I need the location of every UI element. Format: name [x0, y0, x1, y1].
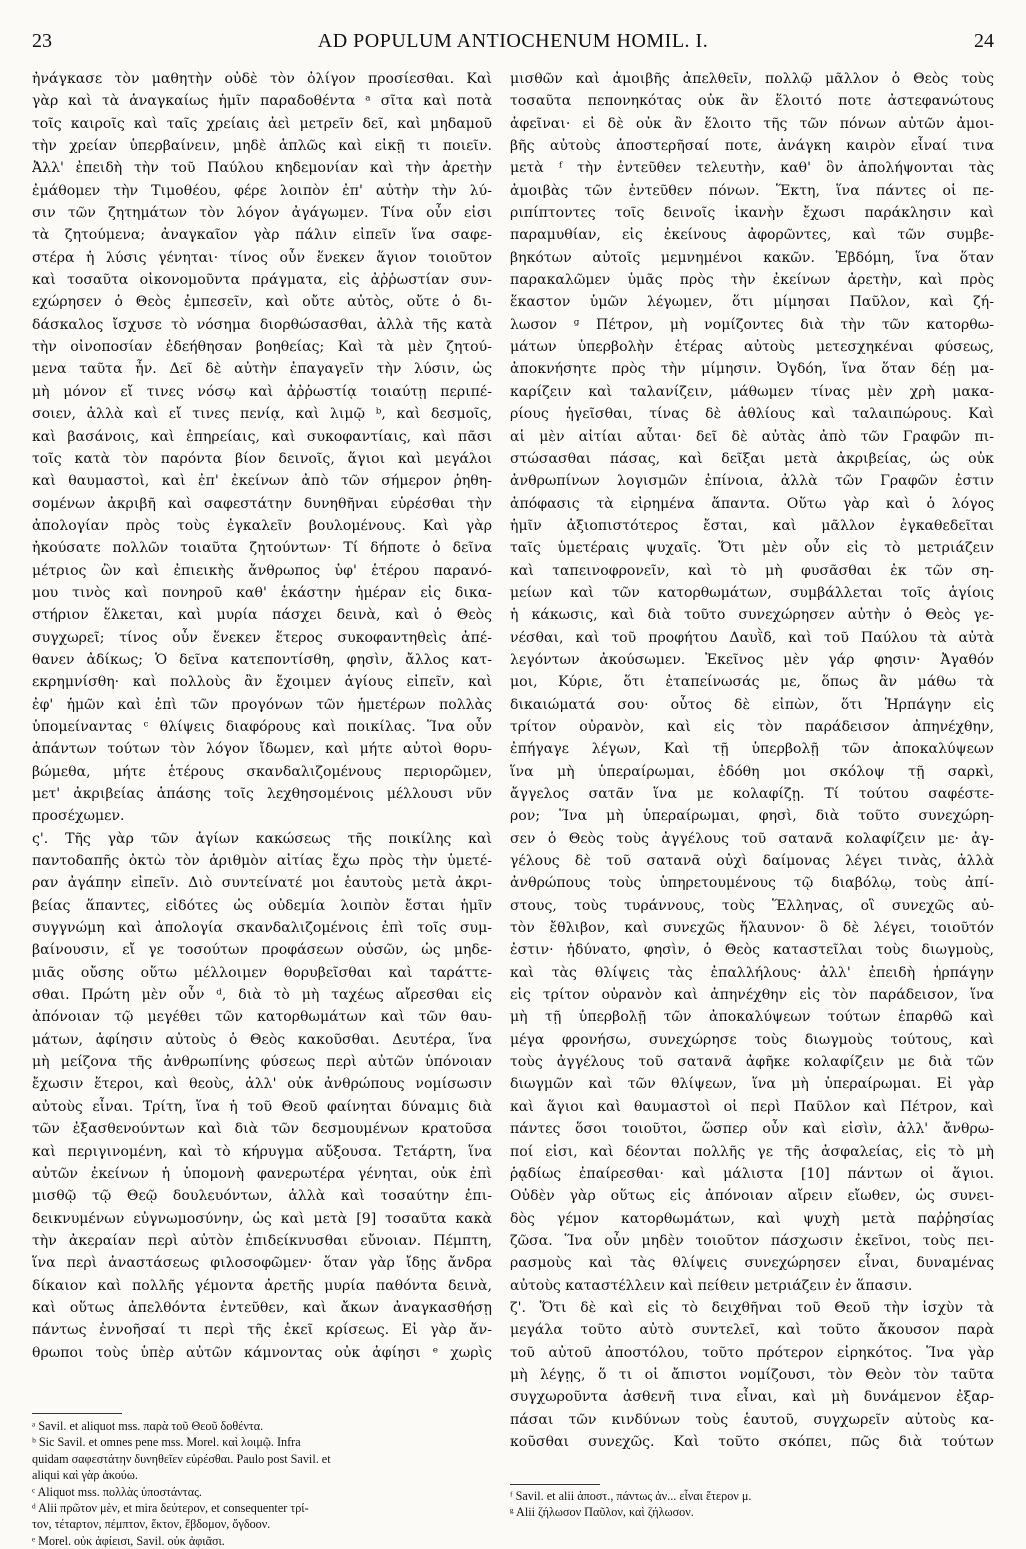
- text-line: μοι, Κύριε, ὅτι ἐταπείνωσάς με, ὅπως ἂν μάθω τὰ: [510, 674, 994, 691]
- text-line: παρακαλῶμεν ὑμᾶς πρὸς τὴν ἐκείνων ἀρετὴν, καὶ πρὸς: [510, 272, 994, 289]
- text-line: πάσαι τῶν κινδύνων τοὺς ἑαυτοῦ, συγχωρεῖν αὐτοὺς κα-: [510, 1411, 994, 1428]
- footnote-line: quidam σαφεστάτην δυνηθεῖεν εὑρέσθαι. Paulo post Savil. et: [32, 1451, 331, 1466]
- text-line: μενα ταῦτα ἦν. Δεῖ δὲ αὐτὴν ἐπαγαγεῖν τὴν λύσιν, ὡς: [32, 361, 492, 378]
- text-line: ἐμάθομεν τὴν Τιμοθέου, φέρε λοιπὸν ἐπ' αὐτὴν τὴν λύ-: [32, 182, 492, 199]
- text-line: καρίζειν καὶ ταλανίζειν, μάθωμεν τίνας μὲν χρὴ μακα-: [510, 383, 994, 400]
- page-number-right: 24: [974, 30, 994, 52]
- text-line: μὴ τῇ ὑπερβολῇ τῶν ἀποκαλύψεων τούτων ἐπαρθῶ καὶ: [510, 1009, 994, 1026]
- text-line: ἀνθρωπίνων λογισμῶν ἐπίνοια, ἀλλὰ τῶν Γραφῶν ἐστιν: [510, 473, 994, 490]
- text-line: δεικνυμένων εὐγνωμοσύνην, ὡς καὶ μετὰ [9] τοσαῦτα κακὰ: [32, 1210, 492, 1227]
- footnote-line: ᵇ Sic Savil. et omnes pene mss. Morel. καὶ λοιμῷ. Infra: [32, 1435, 301, 1450]
- text-line: καὶ ταπεινοφρονεῖν, καὶ τὸ μὴ φυσᾶσθαι ἐκ τῶν ση-: [510, 562, 994, 579]
- text-line: ἀπολογίαν πρὸς τοὺς ἐγκαλεῖν βουλομένους. Καὶ γὰρ: [32, 517, 492, 534]
- text-line: καὶ τοσαῦτα οἰκονομοῦντα πράγματα, εἰς ἀῤῥωστίαν συν-: [32, 272, 492, 289]
- text-line: τοῖς καιροῖς καὶ ταῖς χρείαις ἀεὶ μετρεῖν δεῖ, καὶ μηδαμοῦ: [32, 115, 492, 132]
- footnote-line: τον, τέταρτον, πέμπτον, ἕκτον, ἕβδομον, ὄγδοον.: [32, 1517, 271, 1532]
- text-line: τὸν ἔθλιβον, καὶ συνεχῶς ἤλαυνον· ὃ δὲ λέγει, τοιοῦτόν: [510, 920, 994, 937]
- text-line: τοῦ αὐτοῦ ἀποστόλου, τοῦτο πρότερον εἰρηκότος. Ἵνα γὰρ: [510, 1344, 994, 1361]
- text-line: λωσον ᵍ Πέτρον, μὴ νομίζοντες διὰ τὴν τῶν κατορθω-: [510, 316, 994, 333]
- text-line: μισθῷ τῷ Θεῷ δουλευόντων, ἀλλὰ καὶ τοσαύτην ἐπι-: [32, 1188, 492, 1205]
- text-line: σιν τῶν ζητημάτων τὸν λόγον ἀγάγωμεν. Τίνα οὖν εἰσι: [32, 205, 492, 222]
- text-line: ς'. Τῆς γὰρ τῶν ἁγίων κακώσεως τῆς ποικίλης καὶ: [32, 830, 492, 847]
- text-line: μετ' ἀκριβείας ἁπάσης τοῖς λεχθησομένοις μέλλουσι νῦν: [32, 786, 492, 802]
- text-line: μὴ μείζονα τῆς ἀνθρωπίνης φύσεως περὶ αὐτῶν ὑπόνοιαν: [32, 1054, 492, 1071]
- footnote-rule-right: [510, 1484, 600, 1485]
- text-line: δίκαιον καὶ πολλῆς γέμοντα ἀρετῆς μυρία παθόντα δεινὰ,: [32, 1277, 492, 1294]
- text-line: στους, τοὺς τυράννους, τοὺς Ἕλληνας, οἳ συνεχῶς αὐ-: [510, 897, 994, 914]
- text-line: βαίνουσιν, εἴ γε τοσούτων προφάσεων οὐσῶν, ὡς μηδε-: [32, 942, 492, 959]
- text-line: συγγνώμη καὶ ἀπολογία σκανδαλιζομένοις ἐπὶ τοῖς συμ-: [32, 920, 492, 937]
- text-line: εκρημνίσθη· καὶ πολλοὺς ἂν ἔχοιμεν ἁγίους εἰπεῖν, καὶ: [32, 674, 492, 691]
- text-line: ἡ κάκωσις, καὶ διὰ τοῦτο συνεχώρησεν αὐτὴν ὁ Θεὸς γε-: [510, 607, 994, 624]
- text-line: γὰρ καὶ τὰ ἀναγκαίως ἡμῖν παραδοθέντα ᵃ σῖτα καὶ ποτὰ: [32, 93, 492, 110]
- text-line: αὐτῶν ἐκείνων ἡ ὑπομονὴ φανερωτέρα γένηται, οὐκ ἐπὶ: [32, 1165, 492, 1182]
- page-number-left: 23: [32, 30, 52, 52]
- text-line: ἐφ' ἡμῶν καὶ ἐπὶ τῶν προγόνων τῶν ἡμετέρων πολλὰς: [32, 696, 492, 713]
- text-line: ἐπήγαγε λέγων, Καὶ τῇ ὑπερβολῇ τῶν ἀποκαλύψεων: [510, 741, 994, 758]
- text-line: δικαιώματά σου· οὗτος δὲ εἰπὼν, ὅτι Ἡρπάγην εἰς: [510, 696, 994, 713]
- text-line: ρασμοὺς καὶ τὰς θλίψεις συνεχώρησεν εἶναι, δυναμένας: [510, 1255, 994, 1272]
- text-line: ἵνα μὴ ὑπεραίρωμαι, ἐδόθη μοι σκόλοψ τῇ σαρκὶ,: [510, 763, 994, 780]
- footnote-line: ᶠ Savil. et alii ἀποστ., πάντως ἀν... εἶναι ἕτερον μ.: [510, 1489, 752, 1503]
- text-line: σομένων ἀκριβῆ καὶ σαφεστάτην δυνηθῆναι εὑρέσθαι τὴν: [32, 495, 492, 512]
- text-line: καὶ ἅγιοι καὶ θαυμαστοὶ οἱ περὶ Παῦλον καὶ Πέτρον, καὶ: [510, 1098, 994, 1115]
- text-line: μείων καὶ τῶν κατορθωμάτων, συμβάλλεται τοῖς ἁγίοις: [510, 584, 994, 601]
- text-line: ῥᾳδίως ἐπαίρεσθαι· καὶ μάλιστα [10] πάντων οἱ ἅγιοι.: [510, 1165, 994, 1182]
- text-line: παντοδαπῆς ὀκτὼ τὸν ἀριθμὸν αἰτίας ἔχω πρὸς τὴν ὑμετέ-: [32, 853, 492, 870]
- text-line: τοσαῦτα πεπονηκότας οὐκ ἂν ἕλοιτό ποτε ἀστεφανώτους: [510, 93, 994, 110]
- text-line: πάντες ὅσοι τοιοῦτοι, ὥσπερ οὖν καὶ εἰσὶν, ἀλλ' ἄνθρω-: [510, 1121, 994, 1138]
- text-line: βώμεθα, μήτε ἑτέρους σκανδαλιζομένους περιορῶμεν,: [32, 763, 492, 780]
- text-line: βηκότων αὐτοῖς μεμνημένοι κακῶν. Ἑβδόμη, ἵνα ὅταν: [510, 249, 994, 266]
- text-line: τῶν ἐξασθενούντων καὶ διὰ τῶν δεσμουμένων κρατοῦσα: [32, 1121, 492, 1138]
- text-line: ζῶσα. Ἵνα οὖν μηδὲν τοιοῦτον πάσχωσιν ἐκεῖνοι, τοὺς πει-: [510, 1232, 994, 1249]
- text-line: τὴν ἀκεραίαν περὶ αὐτὸν ἐπιδείκνυσθαι εὔνοιαν. Πέμπτη,: [32, 1232, 492, 1249]
- text-line: νέσθαι, καὶ τοῦ προφήτου Δαυῒδ, καὶ τοῦ Παύλου τὰ αὐτὰ: [510, 629, 994, 646]
- footnote-line: ᵃ Savil. et aliquot mss. παρὰ τοῦ Θεοῦ δοθέντα.: [32, 1419, 264, 1433]
- text-line: μετὰ ᶠ τὴν ἐντεῦθεν τελευτὴν, καθ' ὃν ἀπολήψονται τὰς: [510, 160, 994, 177]
- text-line: βῆς αὐτοὺς ἀποστερῆσαί ποτε, ἀνάγκη καιρὸν εἶναί τινα: [510, 138, 994, 155]
- text-line: ριπίπτοντες τοῖς δεινοῖς ἱκανὴν ἔχωσι παράκλησιν καὶ: [510, 205, 994, 222]
- text-line: ἠνάγκασε τὸν μαθητὴν οὐδὲ τὸν ὀλίγον προσίεσθαι. Καὶ: [32, 71, 492, 87]
- text-line: σοιεν, ἀλλὰ καὶ εἴ τινες πενίᾳ, καὶ λιμῷ ᵇ, καὶ δεσμοῖς,: [32, 406, 492, 423]
- footnote-line: aliqui καὶ γὰρ ἀκούω.: [32, 1468, 138, 1483]
- text-line: στώσασθαι πάσας, καὶ δεῖξαι μετὰ ἀκριβείας, ὡς οὐκ: [510, 450, 994, 467]
- text-line: μιᾶς οὔσης οὕτω μέλλοιμεν θορυβεῖσθαι καὶ ταράττε-: [32, 964, 492, 981]
- text-line: δὸς γέμον κατορθωμάτων, καὶ ψυχὴ μετὰ παῤῥησίας: [510, 1210, 994, 1227]
- text-line: ἀμοιβὰς τῶν ἐντεῦθεν πόνων. Ἕκτη, ἵνα πάντες οἱ πε-: [510, 182, 994, 199]
- text-line: καὶ περιγινομένη, καὶ τὸ κήρυγμα αὔξουσα. Τετάρτη, ἵνα: [32, 1143, 492, 1160]
- text-line: προσέχωμεν.: [32, 808, 125, 825]
- left-text-column: [32, 68, 492, 1364]
- text-line: μέγα φρονήσω, συνεχώρησε τοὺς διωγμοὺς τούτους, καὶ: [510, 1031, 994, 1048]
- text-line: ἁπάντων τούτων τὸν λόγον ἴδωμεν, καὶ μήτε αὐτοὶ θορυ-: [32, 741, 492, 758]
- text-line: εἰς τρίτον οὐρανὸν καὶ ἀπηνέχθην εἰς τὸν παράδεισον, ἵνα: [510, 987, 994, 1004]
- text-line: τὰ ζητούμενα; ἀναγκαῖον γὰρ πάλιν εἰπεῖν ἵνα σαφε-: [32, 227, 492, 244]
- text-line: ὑπομείναντας ᶜ θλίψεις διαφόρους καὶ ποικίλας. Ἵνα οὖν: [32, 718, 492, 735]
- text-line: ρίους ἡγεῖσθαι, τίνας δὲ ἀθλίους καὶ ταλαιπώρους. Καὶ: [510, 406, 994, 423]
- text-line: μὴ λέγῃς, ὅ τι οἱ ἄπιστοι νομίζουσι, τὸν Θεὸν τὸν ταῦτα: [510, 1366, 994, 1383]
- text-line: ἠκούσατε πολλῶν τοιαῦτα ζητούντων· Τί δήποτε ὁ δεῖνα: [32, 540, 492, 557]
- footnote-line: ᵍ Alii ζήλωσον Παῦλον, καὶ ζήλωσον.: [510, 1505, 694, 1520]
- text-line: καὶ βασάνοις, καὶ ἐπηρείαις, καὶ συκοφαντίαις, καὶ πᾶσι: [32, 428, 492, 445]
- text-line: μέτριος ὢν καὶ ἐπιεικὴς ἄνθρωπος ὑφ' ἑτέρου παρανό-: [32, 562, 492, 579]
- text-line: μὴ μόνον εἴ τινες νόσῳ καὶ ἀῤῥωστίᾳ τοιαύτῃ περιπέ-: [32, 383, 492, 400]
- running-title: AD POPULUM ANTIOCHENUM HOMIL. I.: [317, 30, 709, 52]
- footnote-rule-left: [32, 1413, 122, 1414]
- text-line: διωγμῶν καὶ τῶν θλίψεων, ἵνα μὴ ὑπεραίρωμαι. Εἰ γὰρ: [510, 1076, 994, 1093]
- text-line: αὐτοὺς καταστέλλειν καὶ πείθειν μετριάζειν ἐν ἅπασιν.: [510, 1277, 913, 1294]
- text-line: Οὐδὲν γὰρ οὕτως εἰς ἀπόνοιαν αἴρειν εἴωθεν, ὡς συνει-: [510, 1188, 994, 1205]
- text-line: ἐστιν· ἠδύνατο, φησὶν, ὁ Θεὸς καταστεῖλαι τοὺς διωγμοὺς,: [510, 942, 994, 959]
- text-line: κοῦσθαι συνεχῶς. Καὶ τοῦτο σκόπει, πῶς διὰ τούτων: [510, 1433, 994, 1450]
- footnote-line: ᵉ Morel. οὐκ ἀφίεισι, Savil. οὐκ ἀφιᾶσι.: [32, 1533, 225, 1548]
- text-line: στήριον ἕλκεται, καὶ μυρία πάσχει δεινὰ, καὶ ὁ Θεὸς: [32, 607, 492, 624]
- text-line: τοὺς ἀγγέλους τοῦ σατανᾶ ἀφῆκε κολαφίζειν με διὰ τῶν: [510, 1054, 994, 1071]
- text-line: μεγάλα τοῦτο αὐτὸ συντελεῖ, καὶ τοῦτο ἄκουσον παρὰ: [510, 1322, 994, 1339]
- text-line: ἀνθρώπους τοὺς ὑπηρετουμένους τῷ διαβόλῳ, τοὺς ἀπί-: [510, 875, 994, 892]
- text-line: σεν ὁ Θεὸς τοὺς ἀγγέλους τοῦ σατανᾶ κολαφίζειν με· ἀγ-: [510, 830, 994, 847]
- text-line: πάντως ἐννοῆσαί τι περὶ τῆς ἐκεῖ κρίσεως. Εἰ γὰρ ἄν-: [32, 1322, 492, 1339]
- text-line: στέρα ἡ λύσις γένηται· τίνος οὖν ἕνεκεν ἅγιον τοιοῦτον: [32, 249, 492, 266]
- text-line: τὴν χρείαν ὑπερβαίνειν, μηδὲ ἁπλῶς καὶ εἰκῇ τι ποιεῖν.: [32, 138, 492, 155]
- text-line: ποί εἰσι, καὶ δέονται πολλῆς γε τῆς ἀσφαλείας, εἰς τὸ μὴ: [510, 1143, 994, 1160]
- text-line: αὐτοὺς εἶναι. Τρίτη, ἵνα ἡ τοῦ Θεοῦ φαίνηται δύναμις διὰ: [32, 1098, 492, 1115]
- text-line: αἱ μὲν αἰτίαι αὗται· δεῖ δὲ αὐτὰς ἀπὸ τῶν Γραφῶν πι-: [510, 428, 994, 445]
- right-text-column: [510, 68, 994, 1453]
- text-line: μάτων, ἀφίησιν αὐτοὺς ὁ Θεὸς κακοῦσθαι. Δευτέρα, ἵνα: [32, 1031, 492, 1048]
- text-line: εχώρησεν ὁ Θεὸς ἐμπεσεῖν, καὶ οὔτε αὐτὸς, οὔτε ὁ δι-: [32, 294, 492, 311]
- text-line: ἀποκνήσητε πρὸς τὴν μίμησιν. Ὀγδόη, ἵνα ὅταν δέῃ μα-: [510, 361, 994, 378]
- text-line: γέλους δὲ τοῦ σατανᾶ οὐχὶ δαίμονας λέγει τινὰς, ἀλλὰ: [510, 853, 994, 870]
- text-line: Ἀλλ' ἐπειδὴ τὴν τοῦ Παύλου κηδεμονίαν καὶ τὴν ἀρετὴν: [32, 160, 492, 177]
- text-line: συγχωροῦντα ἀσθενῆ τινα εἶναι, καὶ μὴ δυνάμενον ἐξαρ-: [510, 1389, 994, 1406]
- text-line: παραμυθίαν, εἰς ἐκείνους ἀφορῶντες, καὶ τῶν συμβε-: [510, 227, 994, 244]
- text-line: τρίτον οὐρανὸν, καὶ εἰς τὸν παράδεισον ἀπηνέχθην,: [510, 718, 994, 735]
- text-line: ἀπόνοιαν τῷ μεγέθει τῶν κατορθωμάτων καὶ τῶν θαυ-: [32, 1009, 492, 1026]
- text-line: ρον; Ἵνα μὴ ὑπεραίρωμαι, φησὶ, διὰ τοῦτο συνεχώρη-: [510, 808, 994, 825]
- text-line: θρωποι τοὺς ὑπὲρ αὐτῶν κάμνοντας οὐκ ἀφίησι ᵉ χωρὶς: [32, 1344, 492, 1361]
- footnotes-right: [510, 1488, 994, 1521]
- text-line: καὶ τὰς θλίψεις τὰς ἐπαλλήλους· ἀλλ' ἐπειδὴ ἡρπάγην: [510, 964, 994, 981]
- text-line: ραν ἀγάπην εἰπεῖν. Διὸ συντείνατέ μοι ἑαυτοὺς μετὰ ἀκρι-: [32, 875, 492, 892]
- text-line: μάτων ὑπερβολὴν ἑτέρας αὐτοὺς μετεσχηκέναι φύσεως,: [510, 339, 994, 356]
- text-line: ἡμῖν ἀξιοπιστότερος ἔσται, καὶ μᾶλλον ἐγκαθεδεῖται: [510, 517, 994, 534]
- text-line: θανεν ἀδίκως; Ὁ δεῖνα κατεποντίσθη, φησὶν, ἄλλος κατ-: [32, 651, 492, 668]
- text-line: ἀπόφασις τὰ εἰρημένα ἅπαντα. Οὕτω γὰρ καὶ ὁ λόγος: [510, 495, 994, 512]
- running-header: [32, 30, 994, 58]
- text-line: ἄγγελος σατᾶν ἵνα με κολαφίζῃ. Τί τούτου σαφέστε-: [510, 786, 994, 802]
- text-line: καὶ οὕτως ἀπελθόντα ἐντεῦθεν, καὶ ἄκων ἀναγκασθήσῃ: [32, 1299, 492, 1316]
- text-line: μου τινὸς καὶ πονηροῦ καθ' ἑκάστην ἡμέραν εἰς δικα-: [32, 584, 492, 601]
- text-line: συγχωρεῖ; τίνος οὖν ἕνεκεν ἕτερος συκοφαντηθεὶς ἀπέ-: [32, 629, 492, 646]
- text-line: τὴν οἰνοποσίαν ἐδεήθησαν βοηθείας; Καὶ τὰ μὲν ζητού-: [32, 339, 492, 356]
- text-line: βείας ἅπαντες, εἰδότες ὡς οὐδεμία λοιπὸν ἔσται ἡμῖν: [32, 897, 492, 914]
- text-line: ἕκαστον ὑμῶν λέγωμεν, ὅτι μίμησαι Παῦλον, καὶ ζή-: [510, 294, 994, 311]
- text-line: ἀφεῖναι· εἰ δὲ οὐκ ἂν ἕλοιτο τῆς τῶν πόνων αὐτῶν ἀμοι-: [510, 115, 994, 132]
- footnotes-left: [32, 1418, 492, 1549]
- footnote-line: ᵈ Alii πρῶτον μὲν, et mira δεύτερον, et consequenter τρί-: [32, 1501, 309, 1516]
- text-line: ἵνα περὶ ἀναστάσεως φιλοσοφῶμεν· ὅταν γὰρ ἴδῃς ἄνδρα: [32, 1255, 492, 1272]
- text-line: δάσκαλος ἴσχυσε τὸ νόσημα διορθώσασθαι, ἀλλὰ τῆς κατὰ: [32, 316, 492, 333]
- text-line: ταῖς ὑμετέραις ψυχαῖς. Ὅτι μὲν οὖν εἰς τὸ μετριάζειν: [510, 540, 994, 557]
- text-line: μισθῶν καὶ ἀμοιβῆς ἀπελθεῖν, πολλῷ μᾶλλον ὁ Θεὸς τοὺς: [510, 71, 994, 87]
- text-line: τοῖς κατὰ τὸν παρόντα βίον δεινοῖς, ἅγιοι καὶ μεγάλοι: [32, 450, 492, 467]
- text-line: καὶ θαυμαστοὶ, καὶ ἐπ' ἐκείνων ἀπὸ τῶν σήμερον ῥηθη-: [32, 473, 492, 490]
- text-line: σθαι. Πρώτη μὲν οὖν ᵈ, διὰ τὸ μὴ ταχέως αἴρεσθαι εἰς: [32, 987, 492, 1004]
- text-line: λεγόντων ἀκούσωμεν. Ἐκεῖνος μὲν γάρ φησιν· Ἀγαθόν: [510, 651, 994, 668]
- footnote-line: ᶜ Aliquot mss. πολλὰς ὑποστάντας.: [32, 1484, 202, 1499]
- text-line: ἔχωσιν ἕτεροι, καὶ θεοὺς, ἀλλ' οὐκ ἀνθρώπους νομίσωσιν: [32, 1076, 492, 1093]
- text-line: ζ'. Ὅτι δὲ καὶ εἰς τὸ δειχθῆναι τοῦ Θεοῦ τὴν ἰσχὺν τὰ: [510, 1299, 994, 1316]
